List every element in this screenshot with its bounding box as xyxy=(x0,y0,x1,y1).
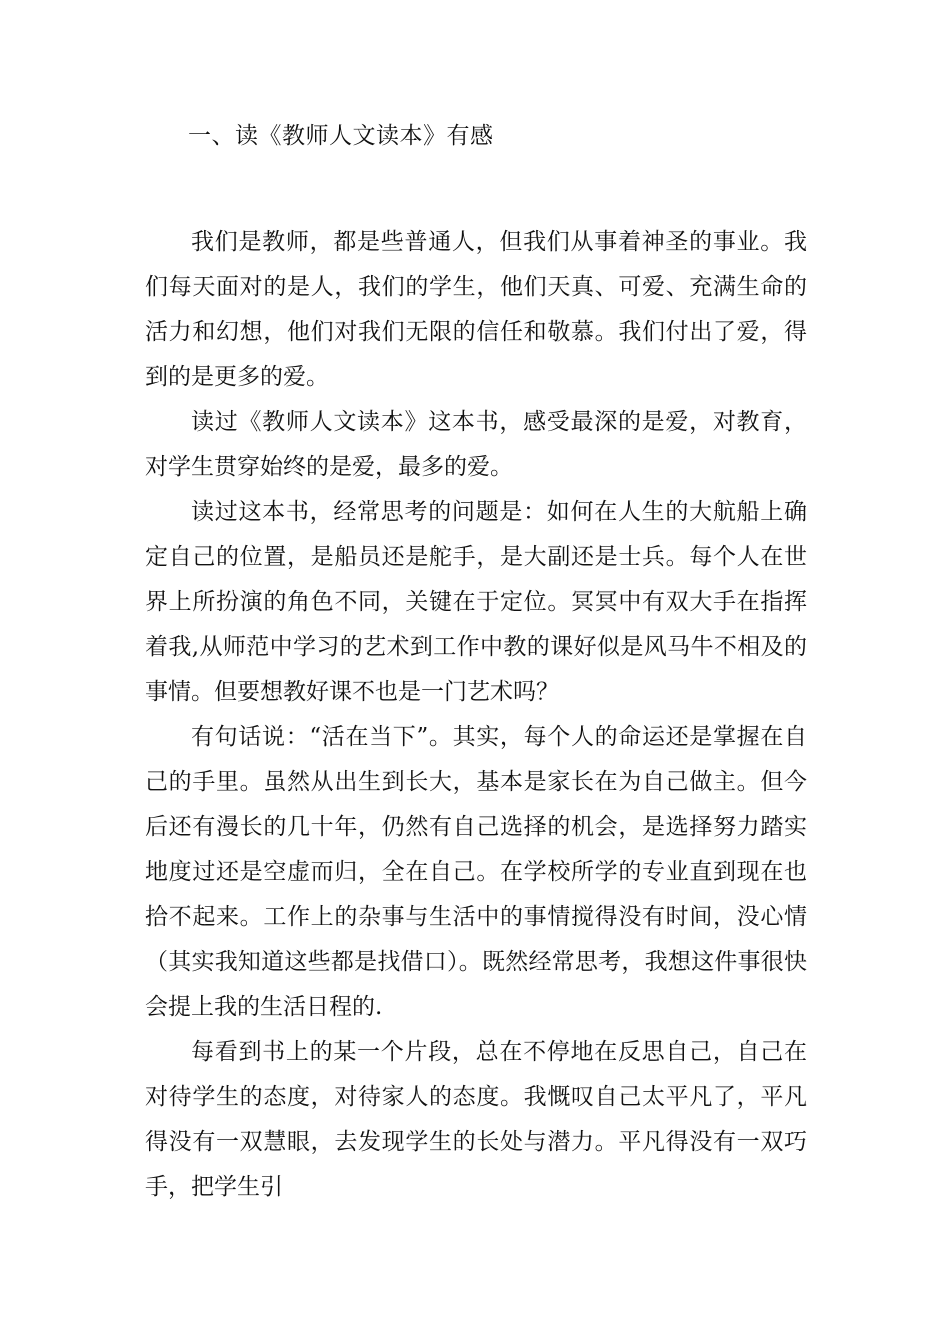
paragraph-5: 每看到书上的某一个片段，总在不停地在反思自己，自己在对待学生的态度，对待家人的态度。我慨叹自己太平凡了，平凡得没有一双慧眼，去发现学生的长处与潜力。平凡得没有一双巧手，把学生引 xyxy=(145,1039,807,1200)
paragraph-2: 读过《教师人文读本》这本书，感受最深的是爱，对教育，对学生贯穿始终的是爱，最多的爱。 xyxy=(145,409,807,480)
paragraph-4: 有句话说：“活在当下”。其实，每个人的命运还是掌握在自己的手里。虽然从出生到长大，基本是家长在为自己做主。但今后还有漫长的几十年，仍然有自己选择的机会，是选择努力踏实地度过还是空虚而归，全在自己。在学校所学的专业直到现在也拾不起来。工作上的杂事与生活中的事情搅得没有时间，没心情（其实我知道这些都是找借口）。既然经常思考，我想这件事很快会提上我的生活日程的. xyxy=(145,724,807,1020)
document-body xyxy=(145,220,807,1210)
paragraph-3: 读过这本书，经常思考的问题是：如何在人生的大航船上确定自己的位置，是船员还是舵手，是大副还是士兵。每个人在世界上所扮演的角色不同，关键在于定位。冥冥中有双大手在指挥着我,从师范中学习的艺术到工作中教的课好似是风马牛不相及的事情。但要想教好课不也是一门艺术吗？ xyxy=(145,499,807,705)
paragraph-1: 我们是教师，都是些普通人，但我们从事着神圣的事业。我们每天面对的是人，我们的学生，他们天真、可爱、充满生命的活力和幻想，他们对我们无限的信任和敬慕。我们付出了爱，得到的是更多的爱。 xyxy=(145,229,807,390)
document-heading: 一、读《教师人文读本》有感 xyxy=(188,123,494,149)
